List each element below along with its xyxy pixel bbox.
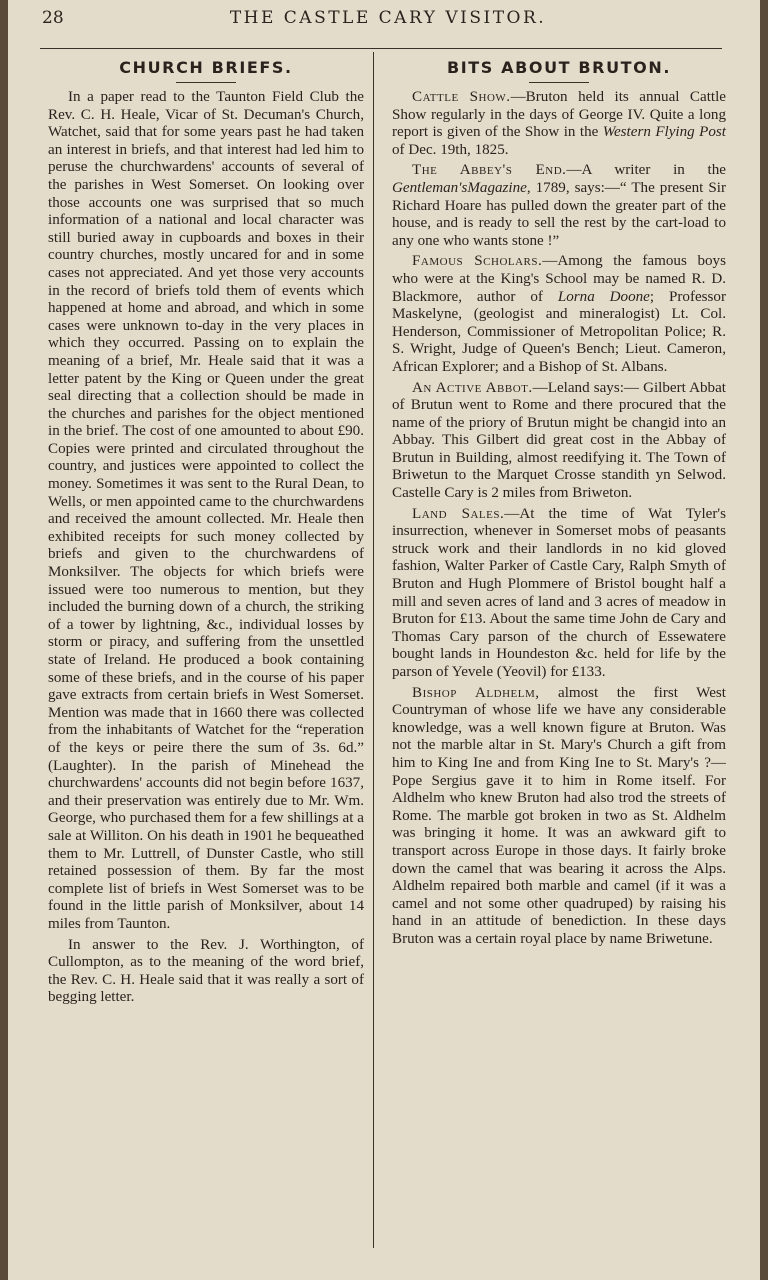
header-rule [40, 48, 722, 49]
bishop-aldhelm-item: Bishop Aldhelm, almost the first West Countryman of whose life we have any considerable knowledge, was a well known figure at Bruton. Was not the marble altar in St. Mary's Church a gift from him to King Ine and from King Ine to St. Mary's ?—Pope Sergius gave it to him in Rome itself. For Aldhelm who knew Bruton had also trod the streets of Rome. The marble got broken in two as St. Aldhelm was bringing it home. It was an awkward gift to transport across Europe in those days. It fairly broke down the camel that was bearing it across the Alps. Aldhelm repaired both marble and camel (if it was a camel and not some other quadruped) by raising his hand in an attitude of benediction. In these days Bruton was a certain royal place by name Briwetune. [392, 684, 726, 947]
journal-title: Western Flying Post [602, 124, 726, 141]
item-lead: Cattle Show. [412, 89, 511, 105]
cattle-show-item: Cattle Show.—Bruton held its annual Cattle Show regularly in the days of George IV. Quite a long report is given of the Show in the Western Flying Post of Dec. 19th, 1825. [392, 89, 726, 158]
running-head-title: THE CASTLE CARY VISITOR. [229, 8, 547, 28]
heading-rule [529, 82, 589, 83]
bits-about-bruton-heading: BITS ABOUT BRUTON. [446, 58, 672, 77]
item-lead: The Abbey's End. [412, 162, 567, 179]
land-sales-item: Land Sales.—At the time of Wat Tyler's insurrection, whenever in Somerset mobs of peasants struck work and their landlords in no kid gloved fashion, Walter Parker of Castle Cary, Ralph Smyth of Bruton and Hugh Plommere of Bristol bought half a mill and seven acres of land and 3 acres of meadow in Bruton for £13. About the same time John de Cary and Thomas Cary parson of the church of Essewatere bought lands in Houndeston &c. held for life by the parson of Yevele (Yeovil) for £133. [392, 505, 726, 680]
famous-scholars-item: Famous Scholars.—Among the famous boys who were at the King's School may be named R. D. Blackmore, author of Lorna Doone; Professor Maskelyne, (geologist and mineralogist) Lt. Col. Henderson, Commissioner of Metropolitan Police; R. S. Wright, Judge of Queen's Bench; Lieut. Cameron, African Explorer; and a Bishop of St. Albans. [392, 253, 726, 375]
abbeys-end-item: The Abbey's End.—A writer in the Gentleman'sMagazine, 1789, says:—“ The present Sir Richard Hoare has pulled down the greater part of the house, and is ready to sell the rest by the cart-load to any one who wants stone !” [392, 162, 726, 249]
item-lead: Land Sales. [412, 505, 505, 522]
book-title: Lorna Doone [557, 288, 650, 305]
item-lead: Bishop Aldhelm, [412, 684, 540, 701]
page-number: 28 [42, 8, 64, 28]
item-lead: An Active Abbot. [412, 379, 533, 396]
church-briefs-answer-paragraph: In answer to the Rev. J. Worthington, of Cullompton, as to the meaning of the word brief, the Rev. C. H. Heale said that it was really a sort of begging letter. [48, 936, 364, 1006]
active-abbot-item: An Active Abbot.—Leland says:— Gilbert Abbat of Brutun went to Rome and there procured that the name of the priory of Brutun might be changid into an Abbay. This Gilbert did great cost in the Abbay of Brutun in Building, almost reedifying it. The Town of Briwetun to the Marquet Crosse standith yn Selwod. Castelle Cary is 2 miles from Briweton. [392, 379, 726, 502]
journal-title: Gentleman'sMagazine [392, 179, 527, 196]
church-briefs-heading: CHURCH BRIEFS. [119, 58, 293, 77]
left-column [48, 58, 364, 1007]
right-column [392, 58, 726, 949]
column-divider [373, 52, 374, 1248]
magazine-page [8, 0, 760, 1280]
item-lead: Famous Scholars. [412, 253, 543, 270]
heading-rule [176, 82, 236, 83]
church-briefs-paragraph: In a paper read to the Taunton Field Club the Rev. C. H. Heale, Vicar of St. Decuman's Church, Watchet, said that for some years past he had taken an interest in briefs, and that interest had led him to peruse the churchwardens' accounts of several of the parishes in West Somerset. On looking over those accounts one was surprised that so much information of a national and local character was still buried away in cupboards and boxes in their country churches, mostly uncared for and in some cases not appreciated. And yet those very accounts in the record of briefs told them of events which happened at home and abroad, and which in some cases were unknown to-day in the very places in which they occurred. Passing on to explain the meaning of a brief, Mr. Heale said that it was a letter patent by the King or Queen under the great seal directing that a collection should be made in the churches and parishes for the object mentioned in the brief. The cost of one amounted to about £90. Copies were printed and circulated throughout the country, and justices were appointed to collect the money. Sometimes it was sent to the Rural Dean, to Wells, or men appointed came to the churchwardens and received the amount collected. Mr. Heale then exhibited receipts for such money collected by briefs and given to the churchwardens of Monksilver. The objects for which briefs were issued were too numerous to mention, but they included the burning down of a church, the striking of a tower by lightning, &c., individual losses by storm or piracy, and suffering from the unsettled state of Ireland. He produced a book containing some of these briefs, and in the course of his paper gave extracts from certain briefs in West Somerset. Mention was made that in 1660 there was collected from the inhabitants of Watchet for the “reperation of the keys or peire there the sum of 3s. 6d.” (Laughter). In the parish of Minehead the churchwardens' accounts did not begin before 1637, and their preservation was entirely due to Mr. Wm. George, who purchased them for a few shillings at a sale at Williton. On his death in 1901 he bequeathed them to Mr. Luttrell, of Dunster Castle, who still retained possession of them. By far the most complete list of briefs in West Somerset was to be found in the little parish of Monksilver, about 14 miles from Taunton. [48, 89, 364, 932]
